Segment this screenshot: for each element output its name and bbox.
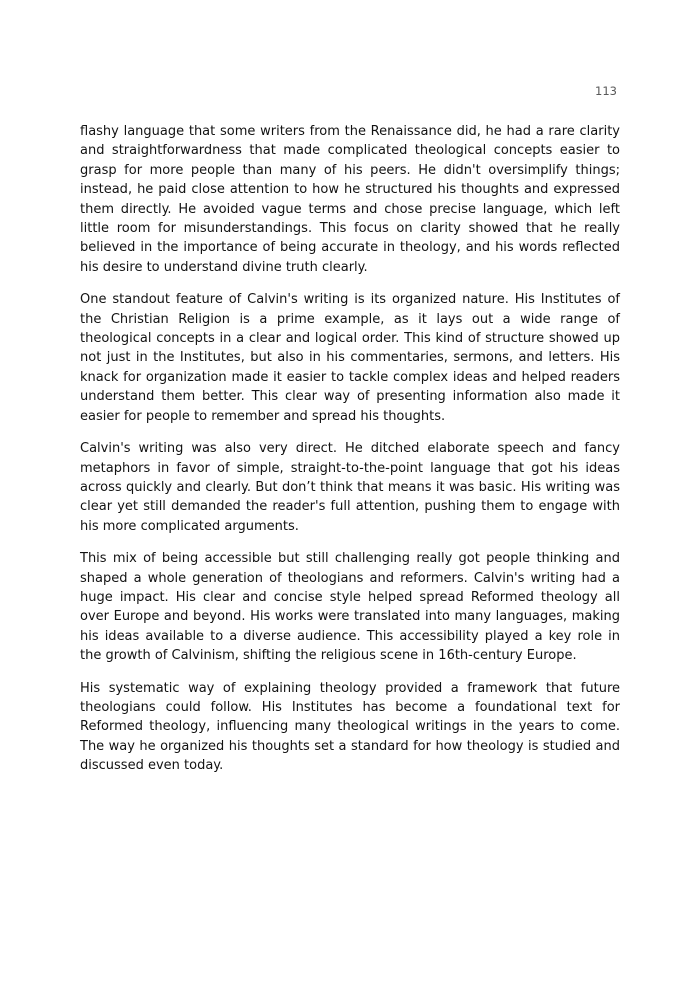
paragraph-3: Calvin's writing was also very direct. He ditched elaborate speech and fancy metaphors in favor of simple, straight-to-the-point language that got his ideas across quickly and clearly. But don’t think that means it was basic. His writing was clear yet still demanded the reader's full attention, pushing them to engage with his more complicated arguments.	[80, 441, 620, 534]
paragraph-5: His systematic way of explaining theology provided a framework that future theologians could follow. His Institutes has become a foundational text for Reformed theology, influencing many theological writings in the years to come. The way he organized his thoughts set a standard for how theology is studied and discussed even today.	[80, 680, 620, 774]
paragraph-2: One standout feature of Calvin's writing is its organized nature. His Institutes of the Christian Religion is a prime example, as it lays out a wide range of theological concepts in a clear and logical order. This kind of structure showed up not just in the Institutes, but also in his commentaries, sermons, and letters. His knack for organization made it easier to tackle complex ideas and helped readers understand them better. This clear way of presenting information also made it easier for people to remember and spread his thoughts.	[80, 292, 620, 424]
paragraph-4: This mix of being accessible but still challenging really got people thinking and shaped a whole generation of theologians and reformers. Calvin's writing had a huge impact. His clear and concise style helped spread Reformed theology all over Europe and beyond. His works were translated into many languages, making his ideas available to a diverse audience. This accessibility played a key role in the growth of Calvinism, shifting the religious scene in 16th-century Europe.	[80, 551, 620, 664]
text-block	[80, 122, 620, 776]
paragraph-1: flashy language that some writers from the Renaissance did, he had a rare clarity and straightforwardness that made complicated theological concepts easier to grasp for more people than many of his peers. He didn't oversimplify things; instead, he paid close attention to how he structured his thoughts and expressed them directly. He avoided vague terms and chose precise language, which left little room for misunderstandings. This focus on clarity showed that he really believed in the importance of being accurate in theology, and his words reflected his desire to understand divine truth clearly.	[80, 124, 620, 275]
page-number: 113	[595, 84, 617, 98]
